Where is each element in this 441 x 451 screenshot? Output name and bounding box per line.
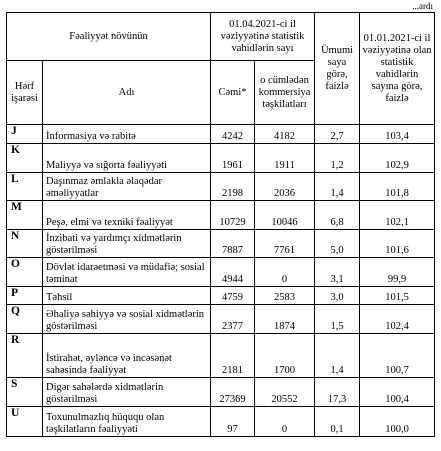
row-growth: 101,5 bbox=[360, 287, 435, 305]
row-name: Təhsil bbox=[43, 287, 211, 305]
row-growth: 102,4 bbox=[360, 305, 435, 334]
row-growth: 100,4 bbox=[360, 378, 435, 407]
table-row bbox=[7, 230, 435, 258]
row-total: 2198 bbox=[211, 173, 255, 201]
row-share: 1,4 bbox=[315, 173, 360, 201]
header-total: Cəmi* bbox=[211, 61, 255, 125]
table-row bbox=[7, 378, 435, 407]
row-code: K bbox=[7, 144, 43, 173]
row-commercial: 20552 bbox=[255, 378, 315, 407]
row-share: 1,5 bbox=[315, 305, 360, 334]
header-letter-code: Hərf işarəsi bbox=[7, 61, 43, 125]
row-name: Digər sahələrdə xidmətlərin göstərilməsi bbox=[43, 378, 211, 407]
row-code: O bbox=[7, 258, 43, 287]
row-name: İstirahət, əyləncə və incəsənət sahəsində fəaliyyət bbox=[43, 334, 211, 378]
row-share: 5,0 bbox=[315, 230, 360, 258]
row-code: U bbox=[7, 407, 43, 437]
row-total: 4242 bbox=[211, 125, 255, 144]
row-commercial: 0 bbox=[255, 258, 315, 287]
row-code: J bbox=[7, 125, 43, 144]
table-row bbox=[7, 125, 435, 144]
row-growth: 102,9 bbox=[360, 144, 435, 173]
row-commercial: 10046 bbox=[255, 201, 315, 230]
row-total: 97 bbox=[211, 407, 255, 437]
table-row bbox=[7, 287, 435, 305]
row-name: Maliyyə və sığorta fəaliyyəti bbox=[43, 144, 211, 173]
row-name: İnformasiya və rabitə bbox=[43, 125, 211, 144]
row-share: 17,3 bbox=[315, 378, 360, 407]
row-share: 3,0 bbox=[315, 287, 360, 305]
row-total: 2377 bbox=[211, 305, 255, 334]
row-commercial: 1700 bbox=[255, 334, 315, 378]
header-count-group: 01.04.2021-ci il vəziyyətinə statistik vahidlərin sayı bbox=[211, 13, 315, 61]
row-code: M bbox=[7, 201, 43, 230]
row-commercial: 1874 bbox=[255, 305, 315, 334]
header-name: Adı bbox=[43, 61, 211, 125]
row-growth: 102,1 bbox=[360, 201, 435, 230]
row-code: Q bbox=[7, 305, 43, 334]
table-row bbox=[7, 173, 435, 201]
header-activity-type: Fəaliyyət növünün bbox=[7, 13, 211, 61]
row-commercial: 2583 bbox=[255, 287, 315, 305]
row-share: 2,7 bbox=[315, 125, 360, 144]
row-share: 1,4 bbox=[315, 334, 360, 378]
row-commercial: 1911 bbox=[255, 144, 315, 173]
row-name: Peşə, elmi və texniki fəaliyyət bbox=[43, 201, 211, 230]
row-growth: 100,0 bbox=[360, 407, 435, 437]
row-share: 3,1 bbox=[315, 258, 360, 287]
row-total: 4944 bbox=[211, 258, 255, 287]
row-total: 10729 bbox=[211, 201, 255, 230]
row-share: 1,2 bbox=[315, 144, 360, 173]
row-name: Dövlət idarəetməsi və müdafiə; sosial təminat bbox=[43, 258, 211, 287]
statistics-table bbox=[6, 12, 435, 437]
row-name: Daşınmaz əmlakla əlaqədar əməliyyatlar bbox=[43, 173, 211, 201]
row-commercial: 0 bbox=[255, 407, 315, 437]
row-commercial: 7761 bbox=[255, 230, 315, 258]
table-row bbox=[7, 407, 435, 437]
row-commercial: 2036 bbox=[255, 173, 315, 201]
row-name: Əhaliyə səhiyyə və sosial xidmətlərin göstərilməsi bbox=[43, 305, 211, 334]
row-name: Toxunulmazlıq hüququ olan təşkilatların fəaliyyəti bbox=[43, 407, 211, 437]
row-total: 2181 bbox=[211, 334, 255, 378]
row-total: 1961 bbox=[211, 144, 255, 173]
row-total: 4759 bbox=[211, 287, 255, 305]
row-share: 0,1 bbox=[315, 407, 360, 437]
row-share: 6,8 bbox=[315, 201, 360, 230]
table-row bbox=[7, 334, 435, 378]
row-code: S bbox=[7, 378, 43, 407]
row-growth: 99,9 bbox=[360, 258, 435, 287]
row-growth: 100,7 bbox=[360, 334, 435, 378]
row-code: P bbox=[7, 287, 43, 305]
header-growth: 01.01.2021-ci il vəziyyətinə olan statistik vahidlərin sayına görə, faizlə bbox=[360, 13, 435, 125]
header-commercial: o cümlədən kommersiya təşkilatları bbox=[255, 61, 315, 125]
table-row bbox=[7, 305, 435, 334]
row-growth: 101,8 bbox=[360, 173, 435, 201]
row-total: 7887 bbox=[211, 230, 255, 258]
row-name: İnzibati və yardımçı xidmətlərin göstərilməsi bbox=[43, 230, 211, 258]
row-growth: 101,6 bbox=[360, 230, 435, 258]
header-share-total: Ümumi saya görə, faizlə bbox=[315, 13, 360, 125]
row-growth: 103,4 bbox=[360, 125, 435, 144]
continuation-label: ...ardı bbox=[412, 1, 433, 11]
row-total: 27369 bbox=[211, 378, 255, 407]
row-code: L bbox=[7, 173, 43, 201]
row-code: R bbox=[7, 334, 43, 378]
table-row bbox=[7, 201, 435, 230]
row-commercial: 4182 bbox=[255, 125, 315, 144]
table-row bbox=[7, 258, 435, 287]
table-row bbox=[7, 144, 435, 173]
row-code: N bbox=[7, 230, 43, 258]
